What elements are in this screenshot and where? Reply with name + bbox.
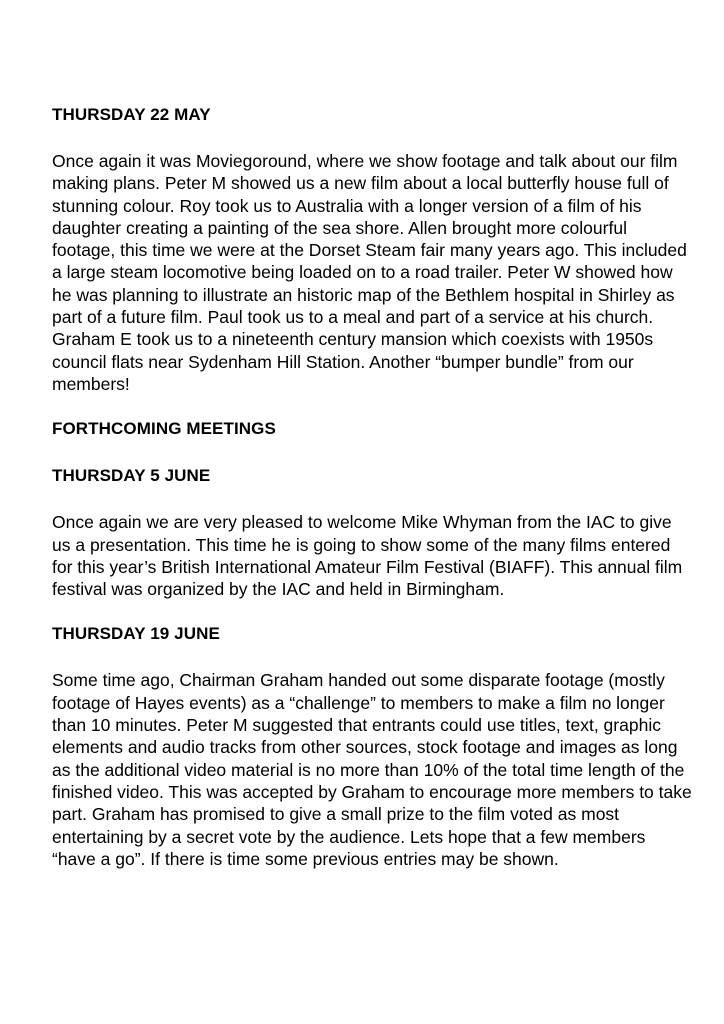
section-body-thursday-19-june: Some time ago, Chairman Graham handed out some disparate footage (mostly footage of Hayes events) as a “challenge” to members to make a film no longer than 10 minutes. Peter M suggested that entrants could use titles, text, graphic elements and audio tracks from other sources, stock footage and images as long as the additional video material is no more than 10% of the total time length of the finished video. This was accepted by Graham to encourage more members to take part. Graham has promised to give a small prize to the film voted as most entertaining by a secret vote by the audience. Lets hope that a few members “have a go”. If there is time some previous entries may be shown. [52,670,692,869]
section-body-thursday-22-may: Once again it was Moviegoround, where we show footage and talk about our film making plans. Peter M showed us a new film about a local butterfly house full of stunning colour. Roy took us to Australia with a longer version of a film of his daughter creating a painting of the sea shore. Allen brought more colourful footage, this time we were at the Dorset Steam fair many years ago. This included a large steam locomotive being loaded on to a road trailer. Peter W showed how he was planning to illustrate an historic map of the Bethlem hospital in Shirley as part of a future film. Paul took us to a meal and part of a service at his church. Graham E took us to a nineteenth century mansion which coexists with 1950s council flats near Sydenham Hill Station. Another “bumper bundle” from our members! [52,151,687,394]
section-body-thursday-5-june: Once again we are very pleased to welcome Mike Whyman from the IAC to give us a presentation. This time he is going to show some of the many films entered for this year’s British International Amateur Film Festival (BIAFF). This annual film festival was organized by the IAC and held in Birmingham. [52,512,683,600]
document-page [52,103,692,870]
section-heading-thursday-22-may: THURSDAY 22 MAY [52,105,211,124]
section-heading-thursday-19-june: THURSDAY 19 JUNE [52,624,220,644]
section-heading-thursday-5-june: THURSDAY 5 JUNE [52,466,211,486]
section-heading-forthcoming-meetings: FORTHCOMING MEETINGS [52,419,276,439]
